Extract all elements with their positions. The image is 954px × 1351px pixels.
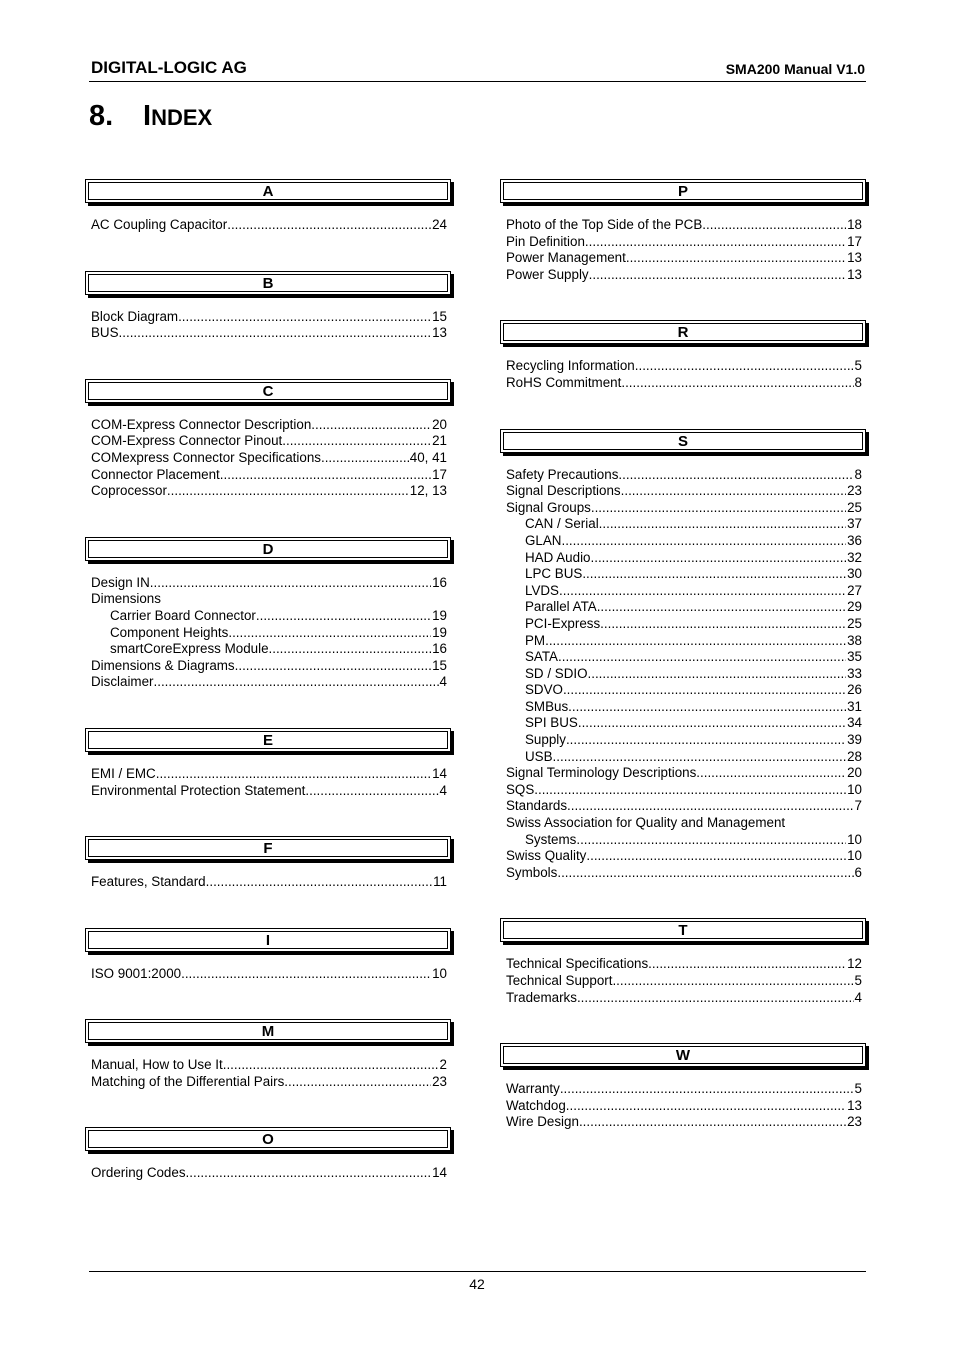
index-entry[interactable] [91, 641, 447, 658]
index-term: LVDS [525, 582, 559, 598]
dot-leader [558, 649, 846, 666]
index-term: SDVO [525, 682, 563, 698]
dot-leader [612, 973, 853, 990]
index-section-t [500, 918, 872, 1006]
index-page-ref: 13 [847, 266, 862, 282]
index-entry[interactable] [91, 658, 447, 675]
index-entry[interactable] [506, 516, 862, 533]
index-term: Manual, How to Use It [91, 1057, 223, 1073]
index-page-ref: 16 [432, 574, 447, 590]
index-page-ref: 5 [854, 358, 862, 374]
index-term: Power Management [506, 250, 626, 266]
index-page-ref: 13 [847, 1097, 862, 1113]
index-entry[interactable] [506, 765, 862, 782]
dot-leader [577, 990, 854, 1007]
dot-leader [635, 358, 854, 375]
index-term: Swiss Quality [506, 848, 587, 864]
index-page-ref: 8 [854, 374, 862, 390]
index-entry[interactable] [506, 990, 862, 1007]
section-entries [85, 874, 447, 891]
index-term: Component Heights [110, 624, 229, 640]
chapter-number: 8. [89, 100, 114, 132]
index-page-ref: 26 [847, 682, 862, 698]
section-letter-heading: E [85, 728, 451, 752]
dot-leader [119, 325, 432, 342]
index-term: SATA [525, 649, 558, 665]
index-page-ref: 5 [854, 973, 862, 988]
index-term: SD / SDIO [525, 665, 588, 681]
index-page-ref: 19 [432, 624, 447, 640]
index-term: PM [525, 632, 546, 648]
index-page-ref: 18 [847, 217, 862, 232]
index-page-ref: 37 [847, 516, 862, 532]
dot-leader [227, 217, 431, 234]
dot-leader [282, 433, 431, 450]
index-term: Block Diagram [91, 308, 179, 324]
dot-leader [566, 732, 846, 749]
index-entry[interactable] [506, 1098, 862, 1115]
index-term: Matching of the Differential Pairs [91, 1073, 285, 1089]
index-entry[interactable] [91, 1057, 447, 1074]
index-entry[interactable] [506, 234, 862, 251]
index-entry[interactable] [506, 483, 862, 500]
index-term: COM-Express Connector Pinout [91, 433, 283, 449]
index-term: Ordering Codes [91, 1165, 186, 1181]
index-section-e [85, 728, 457, 799]
index-entry[interactable] [91, 1165, 447, 1182]
dot-leader [563, 682, 846, 699]
index-term: Signal Groups [506, 499, 591, 515]
header-manual-title: SMA200 Manual V1.0 [725, 61, 865, 77]
dot-leader [626, 250, 846, 267]
index-term: PCI-Express [525, 615, 601, 631]
index-page-ref: 23 [847, 483, 862, 499]
index-page-ref: 14 [432, 1165, 447, 1181]
index-entry[interactable] [506, 749, 862, 766]
index-term: smartCoreExpress Module [110, 641, 269, 657]
dot-leader [181, 966, 431, 983]
index-page-ref: 29 [847, 599, 862, 615]
index-term: Technical Specifications [506, 956, 649, 972]
dot-leader [206, 874, 432, 891]
dot-leader [579, 1114, 846, 1131]
index-page-ref [861, 815, 862, 832]
dot-leader [588, 666, 847, 683]
index-entry[interactable] [91, 450, 447, 467]
section-letter-heading: I [85, 928, 451, 952]
index-term: BUS [91, 325, 119, 341]
dot-leader [561, 533, 846, 550]
index-entry[interactable] [506, 832, 862, 849]
index-entry[interactable] [91, 625, 447, 642]
index-entry[interactable] [91, 874, 447, 891]
index-page-ref: 14 [432, 765, 447, 781]
index-entry[interactable] [506, 798, 862, 815]
page-title [89, 100, 212, 133]
index-page-ref: 12 [847, 956, 862, 972]
index-page-ref: 23 [847, 1114, 862, 1130]
dot-leader [559, 583, 846, 600]
index-entry[interactable] [91, 467, 447, 484]
index-entry[interactable] [506, 782, 862, 799]
index-entry[interactable] [506, 583, 862, 600]
index-term: Power Supply [506, 266, 589, 282]
index-entry[interactable] [506, 649, 862, 666]
dot-leader [578, 715, 846, 732]
index-term: Wire Design [506, 1114, 579, 1130]
section-entries [500, 358, 862, 391]
index-entry[interactable] [91, 783, 447, 800]
index-entry[interactable] [506, 732, 862, 749]
index-entry[interactable] [506, 1081, 862, 1098]
index-term: Recycling Information [506, 358, 635, 374]
section-entries [500, 467, 862, 882]
index-page-ref [446, 591, 447, 608]
index-term: Signal Descriptions [506, 483, 621, 499]
dot-leader [553, 749, 847, 766]
index-entry[interactable] [506, 956, 862, 973]
index-entry[interactable] [506, 250, 862, 267]
index-entry[interactable] [91, 766, 447, 783]
dot-leader [186, 1165, 432, 1182]
index-page-ref: 38 [847, 632, 862, 648]
index-term: Systems [525, 831, 577, 847]
section-letter-heading: M [85, 1019, 451, 1043]
index-term: Environmental Protection Statement [91, 782, 306, 798]
index-page-ref: 30 [847, 566, 862, 582]
index-page-ref: 2 [439, 1057, 447, 1073]
index-section-s [500, 429, 872, 882]
index-entry[interactable] [506, 550, 862, 567]
index-term: Design IN [91, 574, 150, 590]
index-page-ref: 10 [432, 965, 447, 981]
index-page-ref: 4 [439, 674, 447, 690]
index-term: Dimensions [91, 591, 161, 607]
section-entries [85, 309, 447, 342]
index-section-m [85, 1019, 457, 1090]
index-term: LPC BUS [525, 566, 583, 582]
index-page-ref: 16 [432, 641, 447, 657]
title-rest: NDEX [151, 105, 213, 130]
dot-leader [591, 550, 847, 567]
index-entry[interactable] [506, 715, 862, 732]
section-letter-heading: A [85, 179, 451, 203]
index-page-ref: 4 [439, 782, 447, 798]
dot-leader [621, 375, 853, 392]
section-entries [85, 766, 447, 799]
index-page-ref: 13 [847, 250, 862, 266]
index-entry[interactable] [91, 417, 447, 434]
index-entry[interactable] [506, 599, 862, 616]
index-term: SMBus [525, 698, 569, 714]
index-page-ref: 10 [847, 848, 862, 864]
index-term: EMI / EMC [91, 765, 156, 781]
index-term: Standards [506, 798, 568, 814]
dot-leader [156, 766, 431, 783]
index-section-o [85, 1127, 457, 1182]
index-page-ref: 28 [847, 748, 862, 764]
index-page-ref: 24 [432, 217, 447, 232]
index-entry[interactable] [506, 500, 862, 517]
dot-leader [557, 865, 853, 882]
index-page-ref: 33 [847, 665, 862, 681]
index-entry[interactable] [91, 575, 447, 592]
section-letter-heading: W [500, 1043, 866, 1067]
index-entry[interactable] [506, 633, 862, 650]
index-term: SPI BUS [525, 715, 578, 731]
index-page-ref: 36 [847, 532, 862, 548]
dot-leader [591, 500, 846, 517]
section-letter-heading: S [500, 429, 866, 453]
section-letter-heading: C [85, 379, 451, 403]
index-entry[interactable] [506, 375, 862, 392]
index-section-a [85, 179, 457, 234]
index-page-ref: 39 [847, 732, 862, 748]
index-term: COM-Express Connector Description [91, 416, 312, 432]
dot-leader [576, 832, 846, 849]
dot-leader [582, 566, 846, 583]
index-page-ref: 31 [847, 698, 862, 714]
dot-leader [589, 267, 846, 284]
index-page-ref: 5 [854, 1081, 862, 1097]
index-entry[interactable] [506, 616, 862, 633]
index-section-p [500, 179, 872, 283]
index-page-ref: 19 [432, 607, 447, 623]
dot-leader [702, 217, 846, 234]
index-page-ref: 23 [432, 1073, 447, 1089]
dot-leader [256, 608, 431, 625]
dot-leader [235, 658, 431, 675]
index-page-ref: 12, 13 [409, 483, 447, 499]
index-term: RoHS Commitment [506, 374, 622, 390]
dot-leader [568, 699, 846, 716]
index-section-c [85, 379, 457, 500]
index-term: GLAN [525, 532, 562, 548]
index-term: HAD Audio [525, 549, 591, 565]
index-entry[interactable] [506, 865, 862, 882]
index-term: Signal Terminology Descriptions [506, 765, 697, 781]
index-entry[interactable] [506, 358, 862, 375]
section-entries [500, 1081, 862, 1131]
section-entries [85, 217, 447, 234]
section-entries [85, 966, 447, 983]
section-letter-heading: D [85, 537, 451, 561]
index-entry[interactable] [506, 533, 862, 550]
index-page-ref: 35 [847, 649, 862, 665]
dot-leader [223, 1057, 439, 1074]
index-entry[interactable] [506, 973, 862, 990]
index-page-ref: 10 [847, 831, 862, 847]
index-entry[interactable] [91, 966, 447, 983]
dot-leader [621, 483, 846, 500]
section-letter-heading: T [500, 918, 866, 942]
index-page-ref: 25 [847, 499, 862, 515]
index-term: Technical Support [506, 973, 613, 988]
index-term: Disclaimer [91, 674, 154, 690]
index-page-ref: 20 [847, 765, 862, 781]
dot-leader [154, 674, 439, 691]
dot-leader [311, 417, 431, 434]
index-page-ref: 6 [854, 864, 862, 880]
section-letter-heading: B [85, 271, 451, 295]
dot-leader [534, 782, 846, 799]
index-page-ref: 15 [432, 308, 447, 324]
index-page-ref: 7 [854, 798, 862, 814]
index-entry[interactable] [506, 217, 862, 234]
dot-leader [228, 625, 431, 642]
dot-leader [599, 516, 846, 533]
section-letter-heading: P [500, 179, 866, 203]
index-page-ref: 17 [432, 466, 447, 482]
section-letter-heading: O [85, 1127, 451, 1151]
index-term: COMexpress Connector Specifications [91, 449, 321, 465]
index-term: Connector Placement [91, 466, 220, 482]
index-section-f [85, 836, 457, 891]
index-section-i [85, 928, 457, 983]
dot-leader [618, 467, 853, 484]
index-term: Warranty [506, 1081, 560, 1097]
index-term: Swiss Association for Quality and Management [506, 815, 786, 831]
index-entry[interactable] [91, 309, 447, 326]
index-page-ref: 21 [432, 433, 447, 449]
index-entry[interactable] [91, 591, 447, 608]
dot-leader [269, 641, 432, 658]
index-column-left [85, 179, 457, 1182]
index-entry[interactable] [506, 1114, 862, 1131]
section-entries [85, 575, 447, 691]
index-section-r [500, 320, 872, 391]
index-term: Symbols [506, 864, 558, 880]
dot-leader [585, 234, 846, 251]
index-term: Dimensions & Diagrams [91, 657, 235, 673]
index-section-w [500, 1043, 872, 1131]
index-page-ref: 8 [854, 466, 862, 482]
index-page-ref: 13 [432, 325, 447, 341]
index-page-ref: 15 [432, 657, 447, 673]
section-entries [500, 956, 862, 1006]
dot-leader [150, 575, 431, 592]
index-page-ref: 27 [847, 582, 862, 598]
dot-leader [545, 633, 846, 650]
index-entry[interactable] [91, 483, 447, 500]
index-term: Trademarks [506, 989, 577, 1005]
index-term: Coprocessor [91, 483, 167, 499]
index-page-ref: 4 [854, 989, 862, 1005]
index-section-b [85, 271, 457, 342]
index-entry[interactable] [506, 699, 862, 716]
index-entry[interactable] [506, 666, 862, 683]
dot-leader [586, 848, 846, 865]
index-entry[interactable] [91, 433, 447, 450]
index-entry[interactable] [506, 815, 862, 832]
index-term: Watchdog [506, 1097, 566, 1113]
header-company: DIGITAL-LOGIC AG [91, 58, 247, 77]
dot-leader [600, 616, 846, 633]
index-entry[interactable] [506, 682, 862, 699]
dot-leader [220, 467, 431, 484]
page-number: 42 [469, 1276, 485, 1292]
section-letter-heading: R [500, 320, 866, 344]
index-entry[interactable] [91, 674, 447, 691]
dot-leader [178, 309, 431, 326]
index-entry[interactable] [91, 325, 447, 342]
dot-leader [696, 765, 846, 782]
index-term: Carrier Board Connector [110, 607, 256, 623]
section-entries [85, 1165, 447, 1182]
section-entries [85, 1057, 447, 1090]
section-entries [500, 217, 862, 283]
dot-leader [305, 783, 438, 800]
index-entry[interactable] [506, 467, 862, 484]
index-term: Photo of the Top Side of the PCB [506, 217, 703, 232]
dot-leader [560, 1081, 854, 1098]
index-entry[interactable] [506, 566, 862, 583]
title-first-letter: I [143, 100, 152, 132]
section-entries [85, 417, 447, 500]
index-page-ref: 25 [847, 615, 862, 631]
index-term: Supply [525, 732, 566, 748]
index-entry[interactable] [506, 848, 862, 865]
dot-leader [321, 450, 409, 467]
dot-leader [161, 591, 446, 608]
index-section-d [85, 537, 457, 691]
dot-leader [597, 599, 846, 616]
index-column-right [500, 179, 872, 1131]
index-term: AC Coupling Capacitor [91, 217, 228, 232]
index-entry[interactable] [91, 1074, 447, 1091]
dot-leader [566, 1098, 846, 1115]
index-term: SQS [506, 781, 535, 797]
index-page-ref: 34 [847, 715, 862, 731]
dot-leader [648, 956, 846, 973]
dot-leader [284, 1074, 431, 1091]
index-page-ref: 17 [847, 233, 862, 249]
index-page-ref: 10 [847, 781, 862, 797]
index-term: USB [525, 748, 553, 764]
index-page-ref: 32 [847, 549, 862, 565]
index-entry[interactable] [91, 608, 447, 625]
dot-leader [567, 798, 854, 815]
index-term: Features, Standard [91, 874, 206, 890]
index-entry[interactable] [91, 217, 447, 234]
index-page-ref: 11 [433, 874, 447, 890]
section-letter-heading: F [85, 836, 451, 860]
index-term: ISO 9001:2000 [91, 965, 182, 981]
index-page-ref: 20 [432, 416, 447, 432]
index-term: CAN / Serial [525, 516, 599, 532]
footer-divider [89, 1271, 866, 1272]
index-term: Pin Definition [506, 233, 585, 249]
index-term: Parallel ATA [525, 599, 597, 615]
index-term: Safety Precautions [506, 466, 619, 482]
header-divider [89, 81, 866, 82]
index-entry[interactable] [506, 267, 862, 284]
index-page-ref: 40, 41 [409, 449, 447, 465]
dot-leader [167, 483, 409, 500]
dot-leader [785, 815, 861, 832]
